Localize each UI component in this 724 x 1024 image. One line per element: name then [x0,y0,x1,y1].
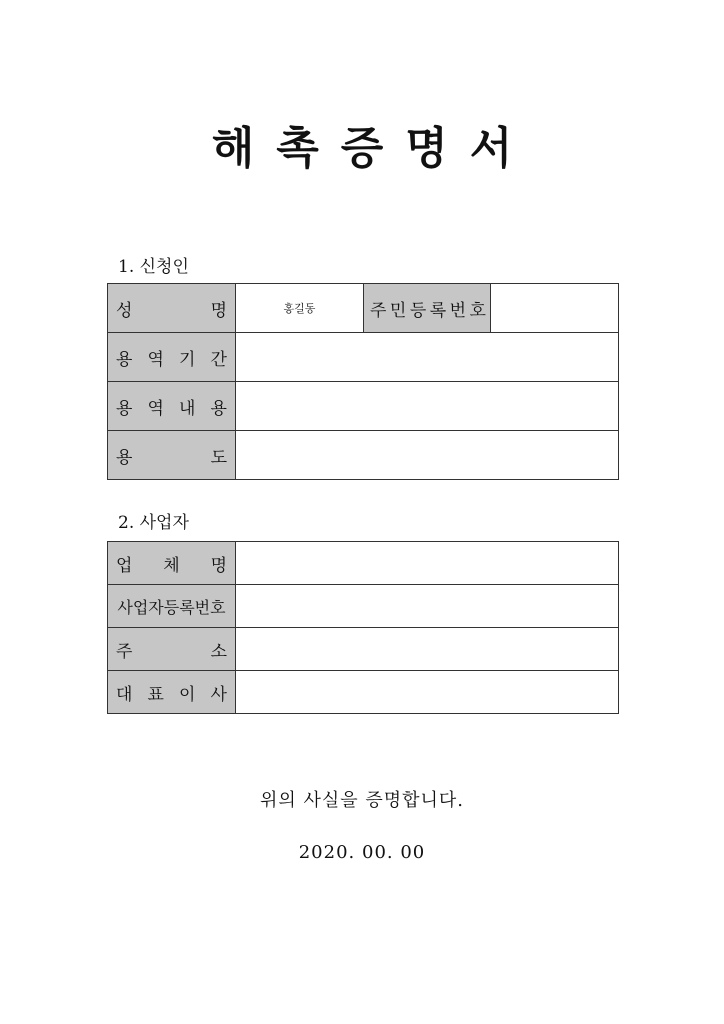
resident-number-value-cell[interactable] [491,284,619,333]
label-char: 용 [116,349,133,370]
label-char: 주 [370,300,387,321]
section-applicant-label: 1. 신청인 [118,257,189,277]
service-content-value-cell[interactable] [236,382,619,431]
label-char: 소 [210,641,227,662]
issue-date: 2020. 00. 00 [298,842,426,863]
title-char: 해 [211,123,277,174]
label-char: 표 [147,684,164,705]
name-value-cell[interactable]: 홍길동 [236,284,364,333]
label-char: 용 [116,447,133,468]
label-char: 용 [116,398,133,419]
table-row [108,542,619,585]
label-char: 명 [210,555,227,576]
label-char: 역 [147,349,164,370]
title-char: 명 [405,123,470,174]
name-label-cell [108,284,236,333]
service-period-value-cell[interactable] [236,333,619,382]
purpose-value-cell[interactable] [236,431,619,480]
table-row [108,585,619,628]
label-char: 대 [116,684,133,705]
label-char: 주 [116,641,133,662]
section-business-label: 2. 사업자 [118,513,189,533]
certification-statement: 위의 사실을 증명합니다. [259,790,465,811]
purpose-label-cell [108,431,236,480]
table-row [108,628,619,671]
label-char: 등 [409,300,427,321]
label-char: 업 [116,555,133,576]
label-char: 번 [449,300,467,321]
service-content-label-cell [108,382,236,431]
label-char: 용 [210,398,227,419]
table-row [108,431,619,480]
label-char: 도 [210,447,227,468]
label-char: 록 [429,300,447,321]
title-char: 서 [469,123,535,174]
label-char: 민 [389,300,407,321]
title-char: 증 [340,123,406,174]
table-row [108,382,619,431]
business-number-label: 사업자등록번호 [117,597,226,617]
service-period-label-cell [108,333,236,382]
label-char: 간 [210,349,227,370]
label-char: 호 [469,300,486,321]
label-char: 사 [210,684,227,705]
ceo-label-cell [108,671,236,714]
title-char: 촉 [276,123,341,174]
address-value-cell[interactable] [236,628,619,671]
business-number-value-cell[interactable] [236,585,619,628]
label-char: 체 [163,555,180,576]
address-label-cell [108,628,236,671]
label-char: 이 [179,684,196,705]
label-char: 기 [179,349,196,370]
ceo-value-cell[interactable] [236,671,619,714]
label-char: 내 [179,398,196,419]
table-row [108,284,619,333]
label-char: 명 [210,300,227,321]
company-name-label-cell [108,542,236,585]
table-row [108,671,619,714]
business-table [107,541,619,714]
business-number-label-cell [108,585,236,628]
resident-number-label-cell [364,284,491,333]
label-char: 성 [116,300,133,321]
label-char: 역 [147,398,164,419]
document-title [0,112,724,176]
company-name-value-cell[interactable] [236,542,619,585]
applicant-table [107,283,619,480]
table-row [108,333,619,382]
